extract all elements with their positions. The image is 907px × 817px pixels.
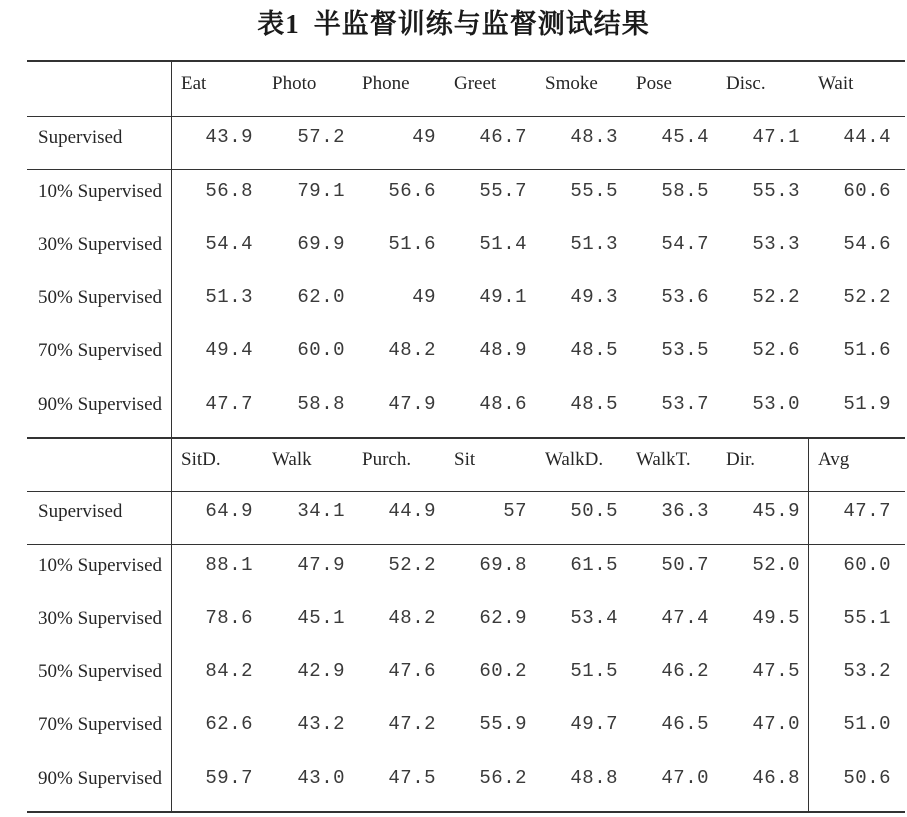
table-cell: 49.1 [479, 286, 527, 308]
table-cell: 42.9 [297, 660, 345, 682]
table-cell: 56.8 [205, 180, 253, 202]
table-cell: 49.5 [752, 607, 800, 629]
row-label: Supervised [38, 127, 123, 148]
table-cell: 47.6 [388, 660, 436, 682]
column-header: Wait [818, 73, 854, 94]
column-header: Smoke [545, 73, 598, 94]
column-header: Purch. [362, 449, 412, 470]
table-cell: 48.2 [388, 339, 436, 361]
column-header: WalkD. [545, 449, 604, 470]
column-header: Eat [181, 73, 207, 94]
column-header: Greet [454, 73, 497, 94]
row-label: 10% Supervised [38, 555, 163, 576]
table-cell: 43.2 [297, 713, 345, 735]
column-header: Photo [272, 73, 317, 94]
table-number: 表1 [257, 9, 300, 39]
table-cell: 54.4 [205, 233, 253, 255]
table-cell: 48.2 [388, 607, 436, 629]
table-cell: 48.3 [570, 126, 618, 148]
row-label: 70% Supervised [38, 340, 163, 361]
table-cell: 45.9 [752, 500, 800, 522]
bottom-rule [27, 811, 905, 813]
column-header: Avg [818, 449, 850, 470]
table-cell: 44.9 [388, 500, 436, 522]
table-cell: 56.2 [479, 767, 527, 789]
table-cell: 88.1 [205, 554, 253, 576]
table-cell: 55.5 [570, 180, 618, 202]
table-cell: 47.0 [661, 767, 709, 789]
column-header: Sit [454, 449, 476, 470]
table-cell: 47.2 [388, 713, 436, 735]
table-cell: 46.5 [661, 713, 709, 735]
table-cell: 45.4 [661, 126, 709, 148]
table-cell: 55.7 [479, 180, 527, 202]
table-caption: 半监督训练与监督测试结果 [313, 9, 650, 40]
table-cell: 43.9 [205, 126, 253, 148]
table-cell: 51.6 [388, 233, 436, 255]
column-header: Disc. [726, 73, 766, 94]
table-cell: 53.6 [661, 286, 709, 308]
table-cell: 51.9 [843, 393, 891, 415]
table-cell: 53.0 [752, 393, 800, 415]
table-title [0, 2, 907, 41]
table-cell: 55.1 [843, 607, 891, 629]
table-cell: 53.4 [570, 607, 618, 629]
column-header: Phone [362, 73, 410, 94]
table-cell: 60.2 [479, 660, 527, 682]
table-cell: 48.6 [479, 393, 527, 415]
table-cell: 69.9 [297, 233, 345, 255]
table-cell: 51.3 [205, 286, 253, 308]
table-cell: 50.5 [570, 500, 618, 522]
table-cell: 49.7 [570, 713, 618, 735]
row-label: 30% Supervised [38, 234, 163, 255]
table-cell: 57.2 [297, 126, 345, 148]
row-label: 50% Supervised [38, 287, 163, 308]
table-cell: 50.7 [661, 554, 709, 576]
table-cell: 58.5 [661, 180, 709, 202]
table-cell: 60.0 [843, 554, 891, 576]
table-cell: 60.6 [843, 180, 891, 202]
table-cell: 51.0 [843, 713, 891, 735]
table-cell: 59.7 [205, 767, 253, 789]
table-cell: 58.8 [297, 393, 345, 415]
table-cell: 53.5 [661, 339, 709, 361]
table-cell: 48.5 [570, 393, 618, 415]
row-label: Supervised [38, 501, 123, 522]
table-cell: 34.1 [297, 500, 345, 522]
row-label: 70% Supervised [38, 714, 163, 735]
table-cell: 69.8 [479, 554, 527, 576]
table-cell: 51.5 [570, 660, 618, 682]
table-cell: 47.9 [388, 393, 436, 415]
table-cell: 51.3 [570, 233, 618, 255]
table-cell: 43.0 [297, 767, 345, 789]
table-cell: 47.4 [661, 607, 709, 629]
table-cell: 49 [412, 286, 436, 308]
table-cell: 45.1 [297, 607, 345, 629]
table-cell: 55.9 [479, 713, 527, 735]
table-cell: 52.2 [843, 286, 891, 308]
column-header: Walk [272, 449, 312, 470]
table-cell: 47.9 [297, 554, 345, 576]
table-cell: 64.9 [205, 500, 253, 522]
table-cell: 54.7 [661, 233, 709, 255]
row-label: 90% Supervised [38, 768, 163, 789]
avg-column-divider [808, 439, 809, 811]
column-header: SitD. [181, 449, 221, 470]
table-cell: 36.3 [661, 500, 709, 522]
table-cell: 51.4 [479, 233, 527, 255]
table-cell: 57 [503, 500, 527, 522]
table-cell: 49.3 [570, 286, 618, 308]
table-cell: 49 [412, 126, 436, 148]
table-cell: 47.7 [843, 500, 891, 522]
table-cell: 47.5 [388, 767, 436, 789]
table-cell: 52.0 [752, 554, 800, 576]
table-cell: 78.6 [205, 607, 253, 629]
table-cell: 54.6 [843, 233, 891, 255]
table-cell: 47.1 [752, 126, 800, 148]
table-cell: 55.3 [752, 180, 800, 202]
table-cell: 48.5 [570, 339, 618, 361]
table-cell: 61.5 [570, 554, 618, 576]
table-cell: 52.2 [388, 554, 436, 576]
table-cell: 84.2 [205, 660, 253, 682]
column-header: Dir. [726, 449, 756, 470]
table-cell: 60.0 [297, 339, 345, 361]
table-cell: 49.4 [205, 339, 253, 361]
table-cell: 62.6 [205, 713, 253, 735]
table-cell: 46.8 [752, 767, 800, 789]
row-label: 90% Supervised [38, 394, 163, 415]
row-label: 30% Supervised [38, 608, 163, 629]
table-cell: 52.6 [752, 339, 800, 361]
table-cell: 47.5 [752, 660, 800, 682]
table-cell: 47.7 [205, 393, 253, 415]
column-header: WalkT. [636, 449, 691, 470]
table-cell: 44.4 [843, 126, 891, 148]
table-cell: 52.2 [752, 286, 800, 308]
row-label: 10% Supervised [38, 181, 163, 202]
table-cell: 50.6 [843, 767, 891, 789]
table-cell: 62.0 [297, 286, 345, 308]
table-cell: 53.3 [752, 233, 800, 255]
table-cell: 51.6 [843, 339, 891, 361]
table-cell: 53.7 [661, 393, 709, 415]
table-cell: 79.1 [297, 180, 345, 202]
table-cell: 62.9 [479, 607, 527, 629]
table-cell: 56.6 [388, 180, 436, 202]
table-cell: 48.8 [570, 767, 618, 789]
table-cell: 47.0 [752, 713, 800, 735]
row-label: 50% Supervised [38, 661, 163, 682]
table-cell: 46.2 [661, 660, 709, 682]
table-cell: 46.7 [479, 126, 527, 148]
column-header: Pose [636, 73, 672, 94]
table-cell: 53.2 [843, 660, 891, 682]
table-cell: 48.9 [479, 339, 527, 361]
